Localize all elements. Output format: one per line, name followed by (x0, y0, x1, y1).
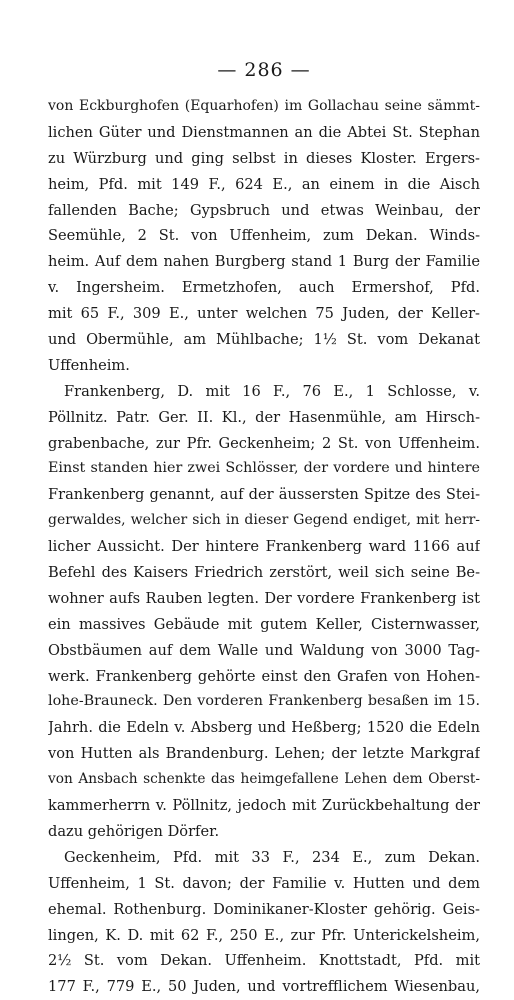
text-line: heim. Auf dem nahen Burgberg stand 1 Burg der Familie (48, 253, 480, 271)
text-line: 2½ St. vom Dekan. Uffenheim. Knottstadt, Pfd. mit (48, 952, 480, 970)
text-line: ein massives Gebäude mit gutem Keller, Cisternwasser, (48, 615, 480, 633)
text-line: ehemal. Rothenburg. Dominikaner-Kloster gehörig. Geis- (48, 900, 480, 918)
text-line: lingen, K. D. mit 62 F., 250 E., zur Pfr. Unterickelsheim, (48, 926, 480, 944)
text-line: Obstbäumen auf dem Walle und Waldung von 3000 Tag- (48, 641, 480, 659)
text-line: grabenbache, zur Pfr. Geckenheim; 2 St. von Uffenheim. (48, 434, 480, 452)
text-line: heim, Pfd. mit 149 F., 624 E., an einem in die Aisch (48, 175, 480, 193)
text-line: werk. Frankenberg gehörte einst den Grafen von Hohen- (48, 667, 480, 685)
text-line: fallenden Bache; Gypsbruch und etwas Weinbau, der (48, 201, 480, 219)
text-line: v. Ingersheim. Ermetzhofen, auch Ermershof, Pfd. (48, 279, 480, 297)
text-line: von Hutten als Brandenburg. Lehen; der letzte Markgraf (48, 745, 480, 763)
text-line: Jahrh. die Edeln v. Absberg und Heßberg; 1520 die Edeln (48, 719, 480, 737)
text-line: mit 65 F., 309 E., unter welchen 75 Juden, der Keller- (48, 305, 480, 323)
text-line: kammerherrn v. Pöllnitz, jedoch mit Zurückbehaltung der (48, 797, 480, 815)
text-line: Frankenberg genannt, auf der äussersten Spitze des Stei- (48, 486, 480, 504)
text-line: lohe-Brauneck. Den vorderen Frankenberg besaßen im 15. (48, 693, 480, 710)
text-line: von Eckburghofen (Equarhofen) im Gollachau seine sämmt- (48, 98, 480, 114)
text-line: wohner aufs Rauben legten. Der vordere Frankenberg ist (48, 589, 480, 607)
text-line: gerwaldes, welcher sich in dieser Gegend endiget, mit herr- (48, 512, 480, 529)
text-line: dazu gehörigen Dörfer. (48, 822, 220, 840)
text-line: Uffenheim, 1 St. davon; der Familie v. Hutten und dem (48, 874, 480, 892)
text-line: lichen Güter und Dienstmannen an die Abtei St. Stephan (48, 123, 480, 141)
text-line: 177 F., 779 E., 50 Juden, und vortrefflichem Wiesenbau, (48, 978, 480, 996)
body-text (48, 94, 480, 1000)
text-line: von Ansbach schenkte das heimgefallene Lehen dem Oberst- (48, 771, 480, 788)
text-line: Frankenberg, D. mit 16 F., 76 E., 1 Schlosse, v. (64, 382, 480, 400)
text-line: Befehl des Kaisers Friedrich zerstört, weil sich seine Be- (48, 564, 480, 582)
text-line: Seemühle, 2 St. von Uffenheim, zum Dekan. Winds- (48, 227, 480, 245)
text-line: Uffenheim. (48, 356, 130, 374)
text-line: Pöllnitz. Patr. Ger. II. Kl., der Hasenmühle, am Hirsch- (48, 408, 480, 426)
page-number: — 286 — (217, 59, 311, 81)
text-line: Einst standen hier zwei Schlösser, der vordere und hintere (48, 460, 480, 477)
text-line: licher Aussicht. Der hintere Frankenberg ward 1166 auf (48, 538, 480, 556)
text-line: zu Würzburg und ging selbst in dieses Kloster. Ergers- (48, 149, 480, 167)
text-line: Geckenheim, Pfd. mit 33 F., 234 E., zum Dekan. (64, 848, 480, 866)
text-line: und Obermühle, am Mühlbache; 1½ St. vom Dekanat (48, 331, 480, 349)
